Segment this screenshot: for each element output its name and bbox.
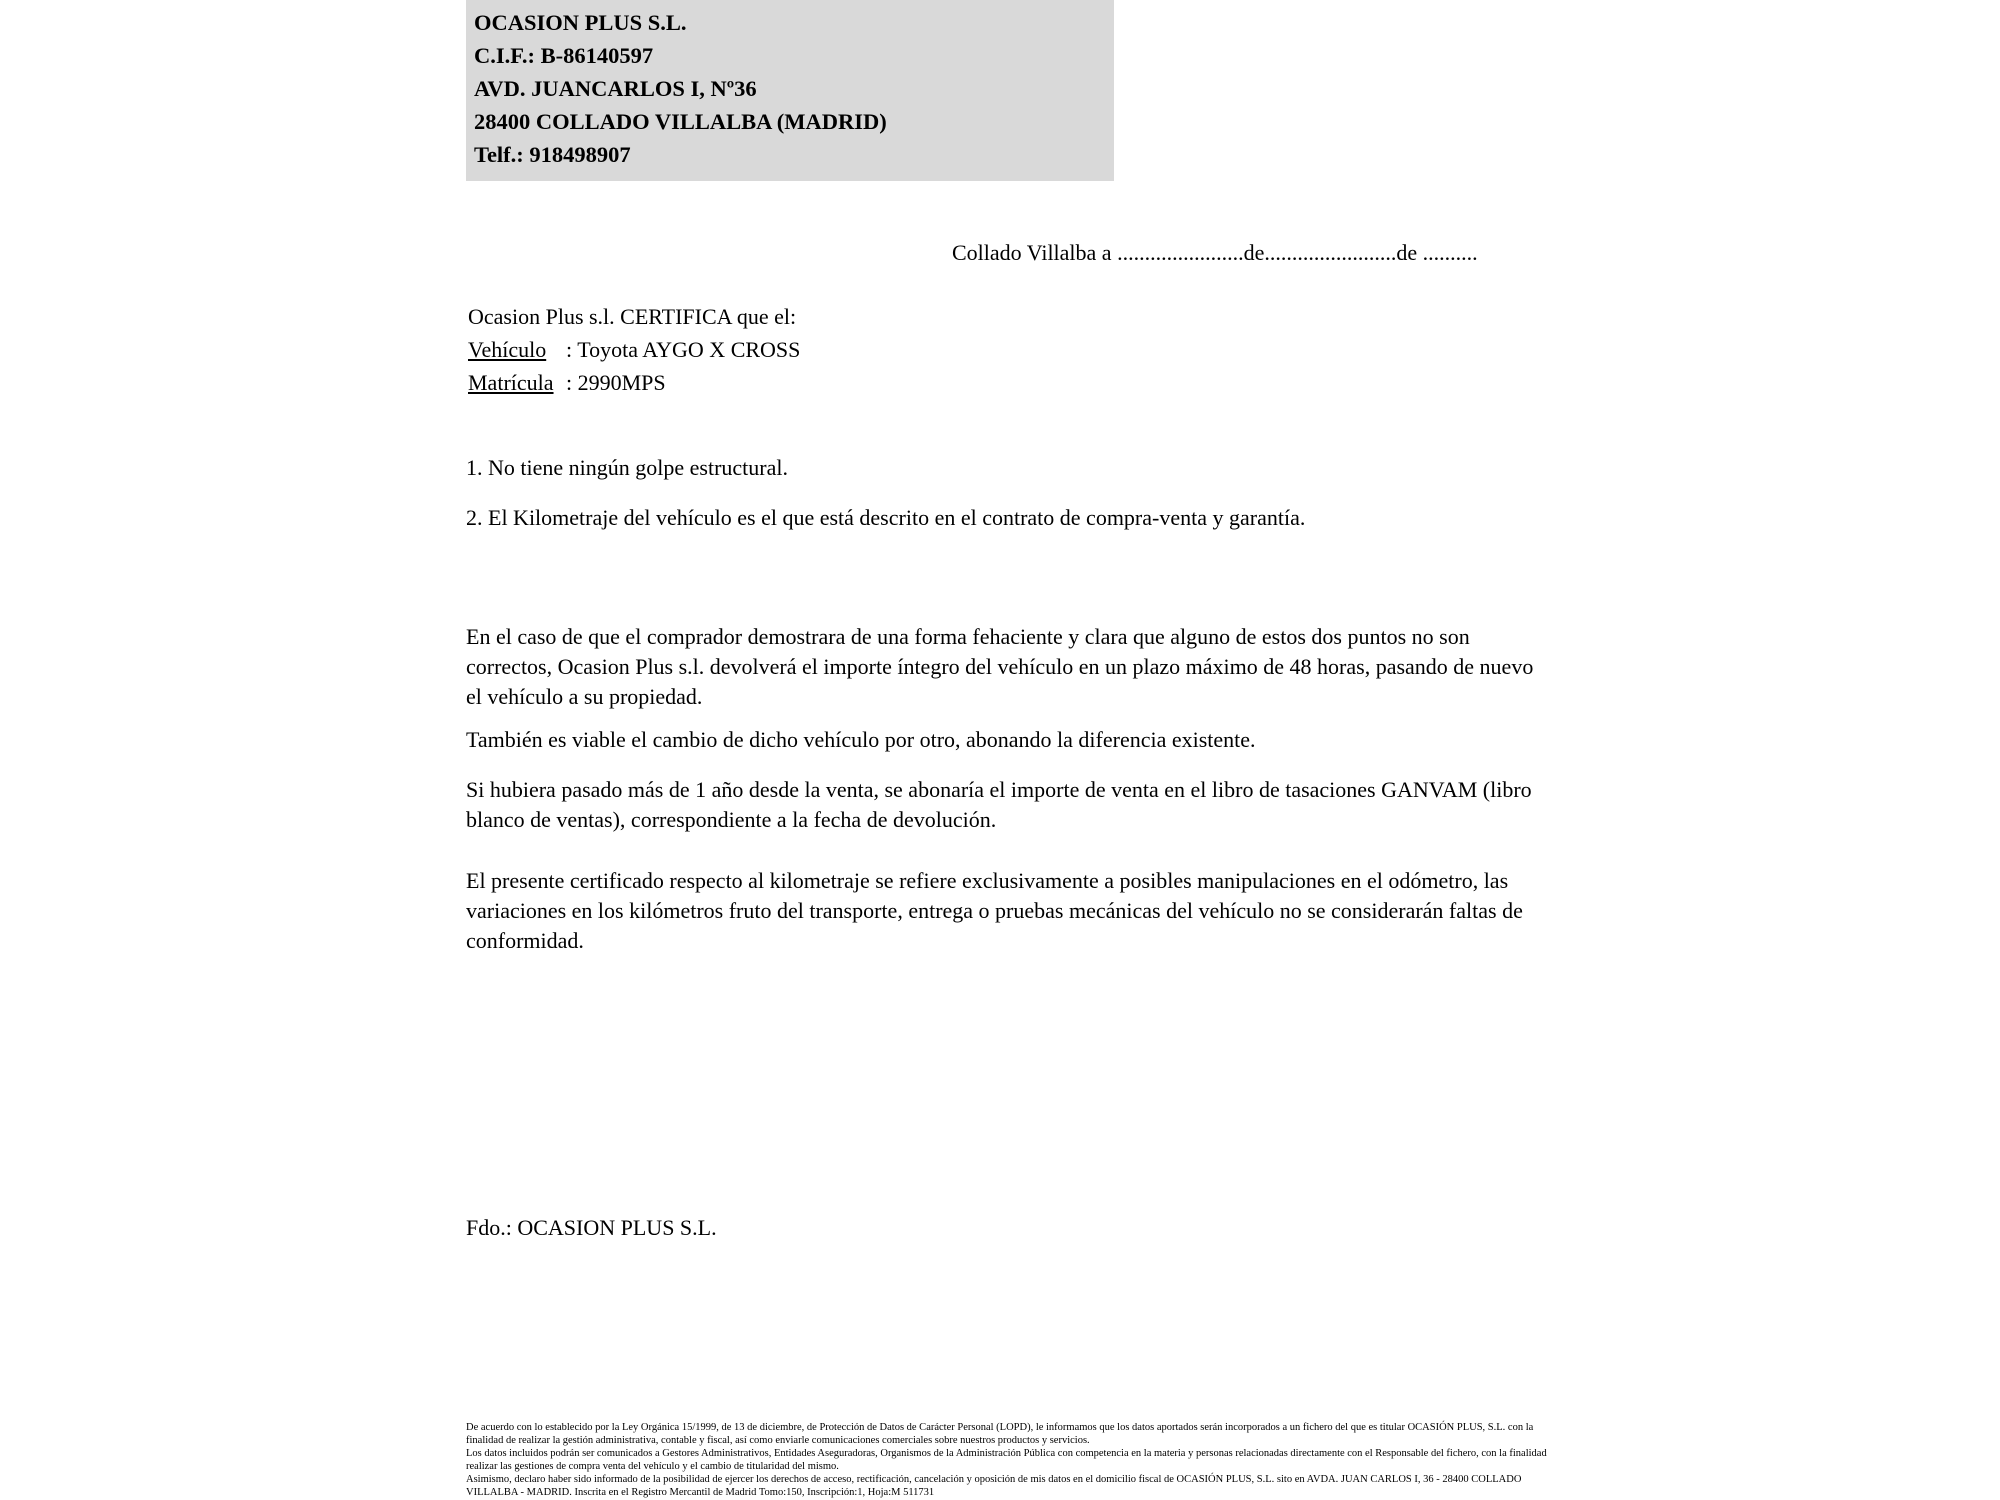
point-item-1: 1. No tiene ningún golpe estructural. — [466, 455, 788, 480]
paragraph-exchange-option: También es viable el cambio de dicho vehículo por otro, abonando la diferencia existente. — [466, 727, 1256, 752]
signature-line: Fdo.: OCASION PLUS S.L. — [466, 1215, 717, 1240]
company-header-block — [466, 0, 1114, 181]
legal-paragraph-1: De acuerdo con lo establecido por la Ley Orgánica 15/1999, de 13 de diciembre, de Protección de Datos de Carácter Personal (LOPD), le informamos que los datos aportados serán incorporados a un fichero del que es titular OCASIÓN PLUS, S.L. con la finalidad de realizar la gestión administrativa, contable y fiscal, así como enviarle comunicaciones comerciales sobre nuestros productos y servicios. — [466, 1422, 1534, 1446]
company-cif: C.I.F.: B-86140597 — [474, 43, 654, 68]
certify-intro: Ocasion Plus s.l. CERTIFICA que el: — [468, 304, 797, 329]
company-address-street: AVD. JUANCARLOS I, Nº36 — [474, 76, 757, 101]
plate-label: Matrícula — [468, 370, 554, 395]
plate-value: : 2990MPS — [566, 370, 666, 395]
vehicle-value: : Toyota AYGO X CROSS — [566, 337, 801, 362]
company-phone: Telf.: 918498907 — [474, 142, 631, 167]
point-item-2: 2. El Kilometraje del vehículo es el que está descrito en el contrato de compra-venta y garantía. — [466, 505, 1306, 530]
plate-row — [468, 366, 800, 399]
certification-block — [468, 300, 800, 399]
paragraph-odometer-scope: El presente certificado respecto al kilometraje se refiere exclusivamente a posibles manipulaciones en el odómetro, las variaciones en los kilómetros fruto del transporte, entrega o pruebas mecánicas del vehículo no se considerarán faltas de conformidad. — [466, 868, 1523, 953]
vehicle-row — [468, 333, 800, 366]
company-name: OCASION PLUS S.L. — [474, 10, 687, 35]
paragraph-one-year-clause: Si hubiera pasado más de 1 año desde la venta, se abonaría el importe de venta en el libro de tasaciones GANVAM (libro blanco de ventas), correspondiente a la fecha de devolución. — [466, 777, 1532, 832]
date-line: Collado Villalba a .......................de........................de .......... — [952, 240, 1478, 265]
vehicle-label: Vehículo — [468, 337, 547, 362]
legal-paragraph-2: Los datos incluidos podrán ser comunicados a Gestores Administrativos, Entidades Aseguradoras, Organismos de la Administración Pública con competencia en la materia y personas relacionadas directamente con el Responsable del fichero, con la finalidad realizar las gestiones de compra venta del vehículo y el cambio de titularidad del mismo. — [466, 1448, 1547, 1472]
paragraph-refund-conditions: En el caso de que el comprador demostrara de una forma fehaciente y clara que alguno de estos dos puntos no son correctos, Ocasion Plus s.l. devolverá el importe íntegro del vehículo en un plazo máximo de 48 horas, pasando de nuevo el vehículo a su propiedad. — [466, 624, 1534, 709]
company-address-city: 28400 COLLADO VILLALBA (MADRID) — [474, 109, 887, 134]
legal-paragraph-3: Asimismo, declaro haber sido informado de la posibilidad de ejercer los derechos de acceso, rectificación, cancelación y oposición de mis datos en el domicilio fiscal de OCASIÓN PLUS, S.L. sito en AVDA. JUAN CARLOS I, 36 - 28400 COLLADO VILLALBA - MADRID. Inscrita en el Registro Mercantil de Madrid Tomo:150, Inscripción:1, Hoja:M 511731 — [466, 1474, 1522, 1498]
legal-footer — [466, 1422, 1556, 1500]
